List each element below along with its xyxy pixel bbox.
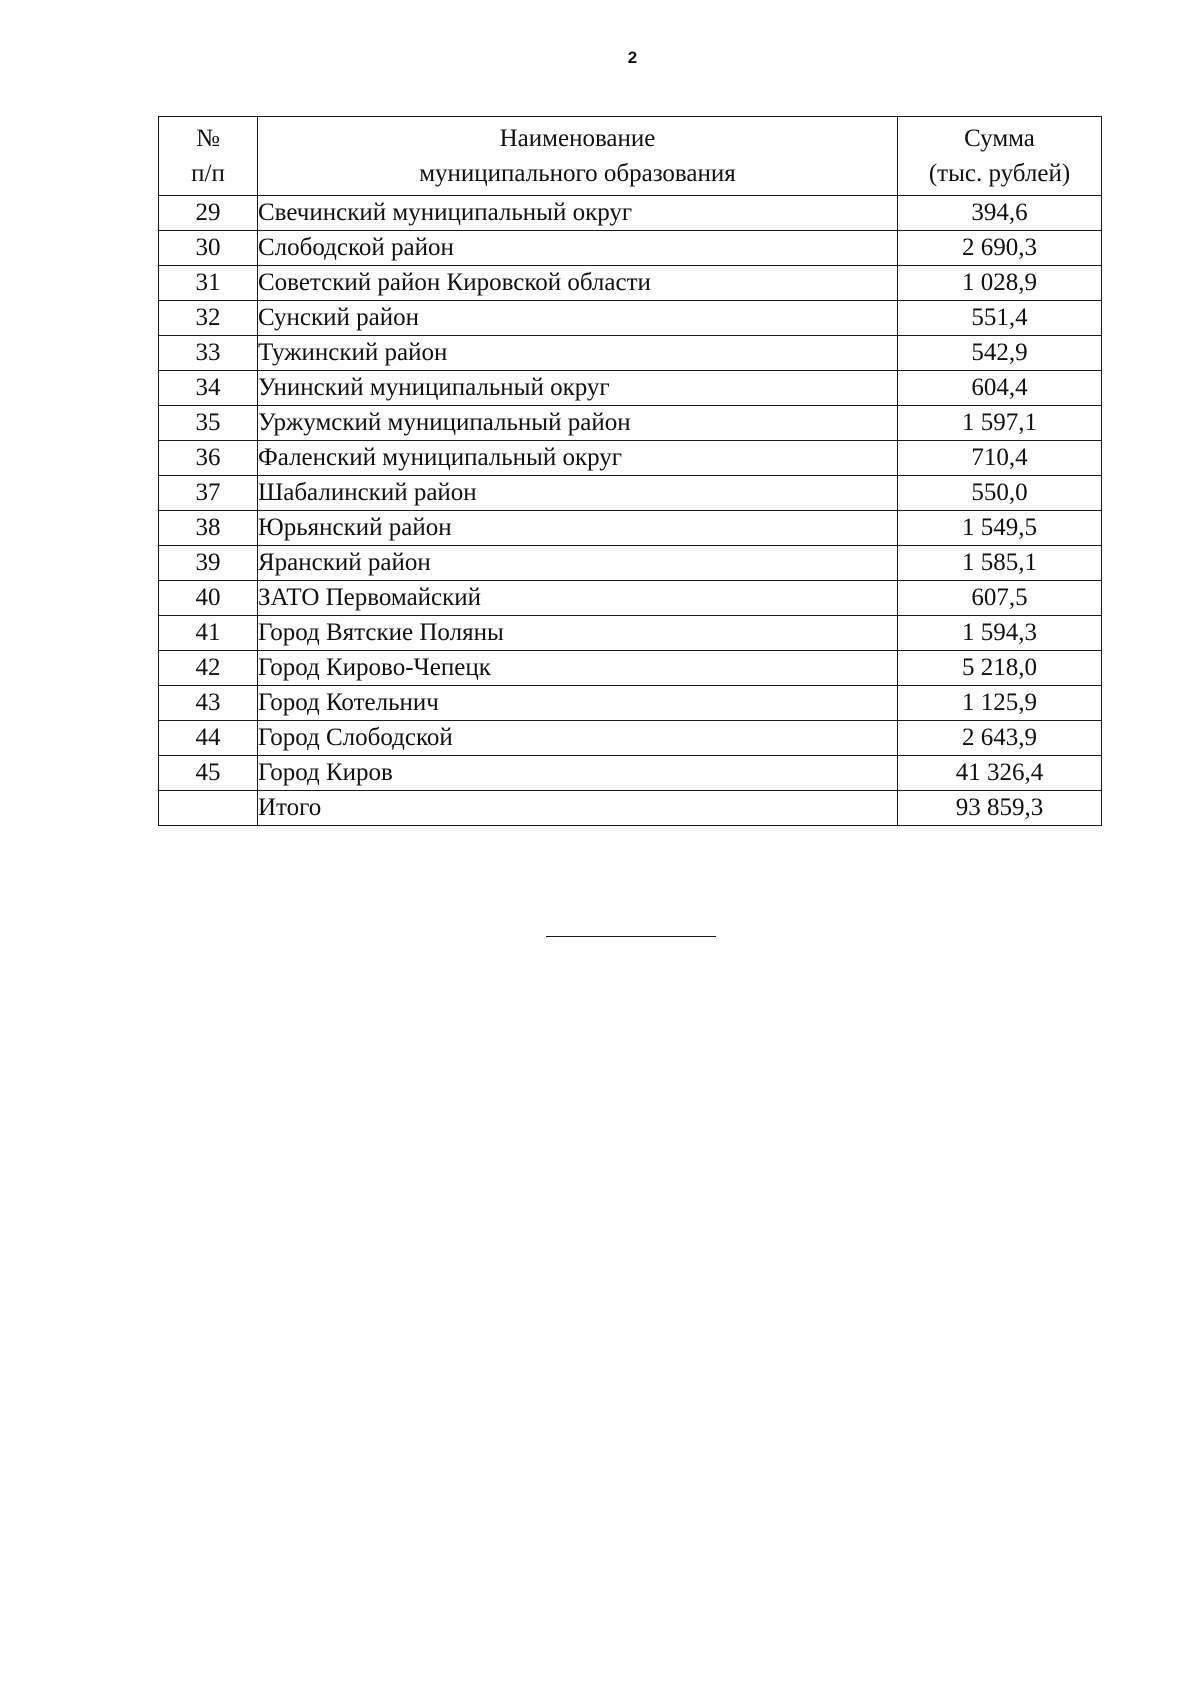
row-name: Советский район Кировской области [258,266,898,301]
table-row [159,511,1102,546]
row-name: Унинский муниципальный округ [258,371,898,406]
row-name: Город Слободской [258,721,898,756]
header-sum-line2: (тыс. рублей) [928,160,1071,187]
row-sum: 2 643,9 [898,721,1102,756]
header-row [159,117,1102,196]
row-number: 36 [159,441,258,476]
row-number: 35 [159,406,258,441]
row-number: 41 [159,616,258,651]
row-sum: 394,6 [898,196,1102,231]
row-name: Юрьянский район [258,511,898,546]
row-sum: 2 690,3 [898,231,1102,266]
header-number-line1: № [196,125,220,152]
end-of-document-rule [546,936,716,937]
row-number: 42 [159,651,258,686]
table-row [159,476,1102,511]
table-header [159,117,1102,196]
header-name [258,117,898,196]
row-sum: 1 028,9 [898,266,1102,301]
table-row [159,546,1102,581]
header-number-line2: п/п [191,160,225,187]
row-sum: 1 597,1 [898,406,1102,441]
row-number: 34 [159,371,258,406]
row-name: Сунский район [258,301,898,336]
row-sum: 550,0 [898,476,1102,511]
row-sum: 1 585,1 [898,546,1102,581]
row-number: 37 [159,476,258,511]
row-name: Тужинский район [258,336,898,371]
total-label: Итого [258,791,898,826]
table-row [159,231,1102,266]
table-row [159,301,1102,336]
row-number: 43 [159,686,258,721]
table-row [159,441,1102,476]
page-number: 2 [627,48,638,67]
header-name-line2: муниципального образования [419,160,736,187]
row-number: 30 [159,231,258,266]
row-name: Шабалинский район [258,476,898,511]
row-sum: 551,4 [898,301,1102,336]
row-sum: 1 594,3 [898,616,1102,651]
table-row [159,336,1102,371]
table-row [159,651,1102,686]
row-number: 40 [159,581,258,616]
table-row [159,686,1102,721]
row-sum: 1 549,5 [898,511,1102,546]
row-name: Свечинский муниципальный округ [258,196,898,231]
header-sum [898,117,1102,196]
allocation-table [158,116,1102,826]
row-name: Город Кирово-Чепецк [258,651,898,686]
row-sum: 41 326,4 [898,756,1102,791]
row-name: ЗАТО Первомайский [258,581,898,616]
row-name: Яранский район [258,546,898,581]
row-name: Уржумский муниципальный район [258,406,898,441]
row-sum: 1 125,9 [898,686,1102,721]
table-row [159,581,1102,616]
total-sum: 93 859,3 [898,791,1102,826]
row-name: Город Киров [258,756,898,791]
row-number: 39 [159,546,258,581]
row-sum: 604,4 [898,371,1102,406]
row-sum: 607,5 [898,581,1102,616]
row-name: Город Котельнич [258,686,898,721]
table-row [159,721,1102,756]
row-sum: 542,9 [898,336,1102,371]
total-number [159,791,258,826]
header-number [159,117,258,196]
row-number: 29 [159,196,258,231]
row-number: 32 [159,301,258,336]
table-row [159,266,1102,301]
row-name: Слободской район [258,231,898,266]
table-row [159,756,1102,791]
total-row [159,791,1102,826]
row-number: 33 [159,336,258,371]
row-sum: 5 218,0 [898,651,1102,686]
row-number: 45 [159,756,258,791]
row-number: 31 [159,266,258,301]
table-row [159,371,1102,406]
table-row [159,406,1102,441]
row-number: 38 [159,511,258,546]
table-row [159,196,1102,231]
row-number: 44 [159,721,258,756]
header-name-line1: Наименование [499,125,656,152]
row-name: Фаленский муниципальный округ [258,441,898,476]
table-row [159,616,1102,651]
header-sum-line1: Сумма [964,125,1035,152]
row-sum: 710,4 [898,441,1102,476]
table-body [159,196,1102,826]
row-name: Город Вятские Поляны [258,616,898,651]
